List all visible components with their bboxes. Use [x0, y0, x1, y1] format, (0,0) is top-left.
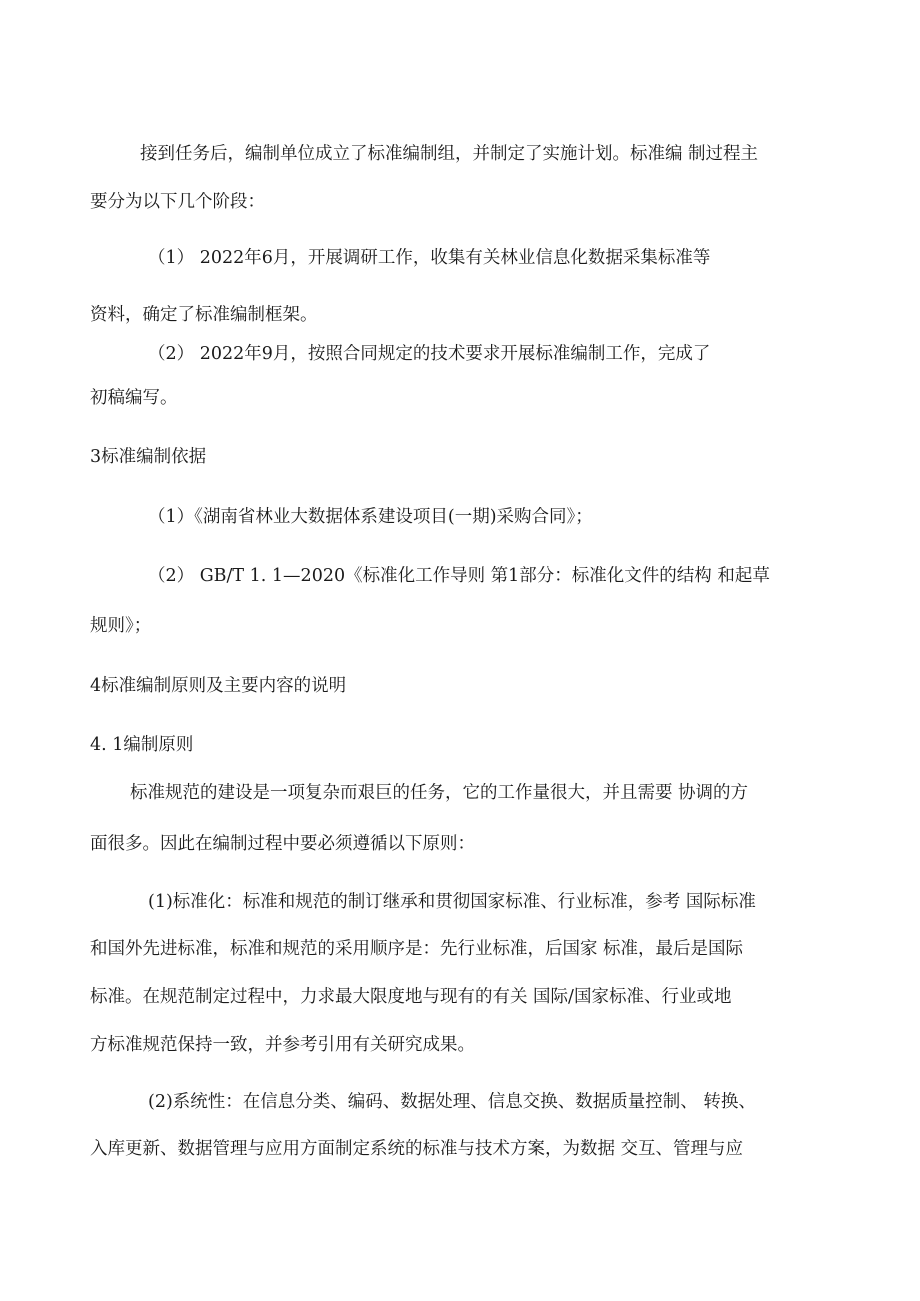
principle-line: (2)系统性：在信息分类、编码、数据处理、信息交换、数据质量控制、 转换、 [148, 1092, 756, 1112]
paragraph-line: 标准规范的建设是一项复杂而艰巨的任务，它的工作量很大，并且需要 协调的方 [130, 783, 749, 803]
section-heading: 4标准编制原则及主要内容的说明 [90, 676, 347, 696]
reference-item: （2） GB/T 1. 1—2020《标准化工作导则 第1部分：标准化文件的结构 和起草 [148, 566, 770, 586]
list-item-line: （2） 2022年9月，按照合同规定的技术要求开展标准编制工作，完成了 [148, 344, 711, 364]
section-heading: 3标准编制依据 [90, 447, 207, 467]
principle-line: 和国外先进标准，标准和规范的采用顺序是：先行业标准，后国家 标准，最后是国际 [90, 939, 744, 959]
paragraph-line: 面很多。因此在编制过程中要必须遵循以下原则： [90, 834, 475, 854]
list-item-line: 资料，确定了标准编制框架。 [90, 305, 318, 325]
subsection-heading: 4. 1编制原则 [90, 735, 194, 755]
principle-line: (1)标准化：标准和规范的制订继承和贯彻国家标准、行业标准，参考 国际标准 [148, 892, 756, 912]
list-item-line: 初稿编写。 [90, 388, 178, 408]
principle-line: 方标准规范保持一致，并参考引用有关研究成果。 [90, 1035, 475, 1055]
paragraph-line: 要分为以下几个阶段： [90, 192, 265, 212]
reference-item: （1）《湖南省林业大数据体系建设项目(一期)采购合同》； [148, 507, 593, 527]
reference-item: 规则》； [90, 616, 152, 636]
list-item-line: （1） 2022年6月，开展调研工作，收集有关林业信息化数据采集标准等 [148, 248, 711, 268]
principle-line: 标准。在规范制定过程中，力求最大限度地与现有的有关 国际/国家标准、行业或地 [90, 987, 732, 1007]
principle-line: 入库更新、数据管理与应用方面制定系统的标准与技术方案，为数据 交互、管理与应 [90, 1139, 744, 1159]
paragraph-line: 接到任务后，编制单位成立了标准编制组，并制定了实施计划。标准编 制过程主 [140, 144, 759, 164]
